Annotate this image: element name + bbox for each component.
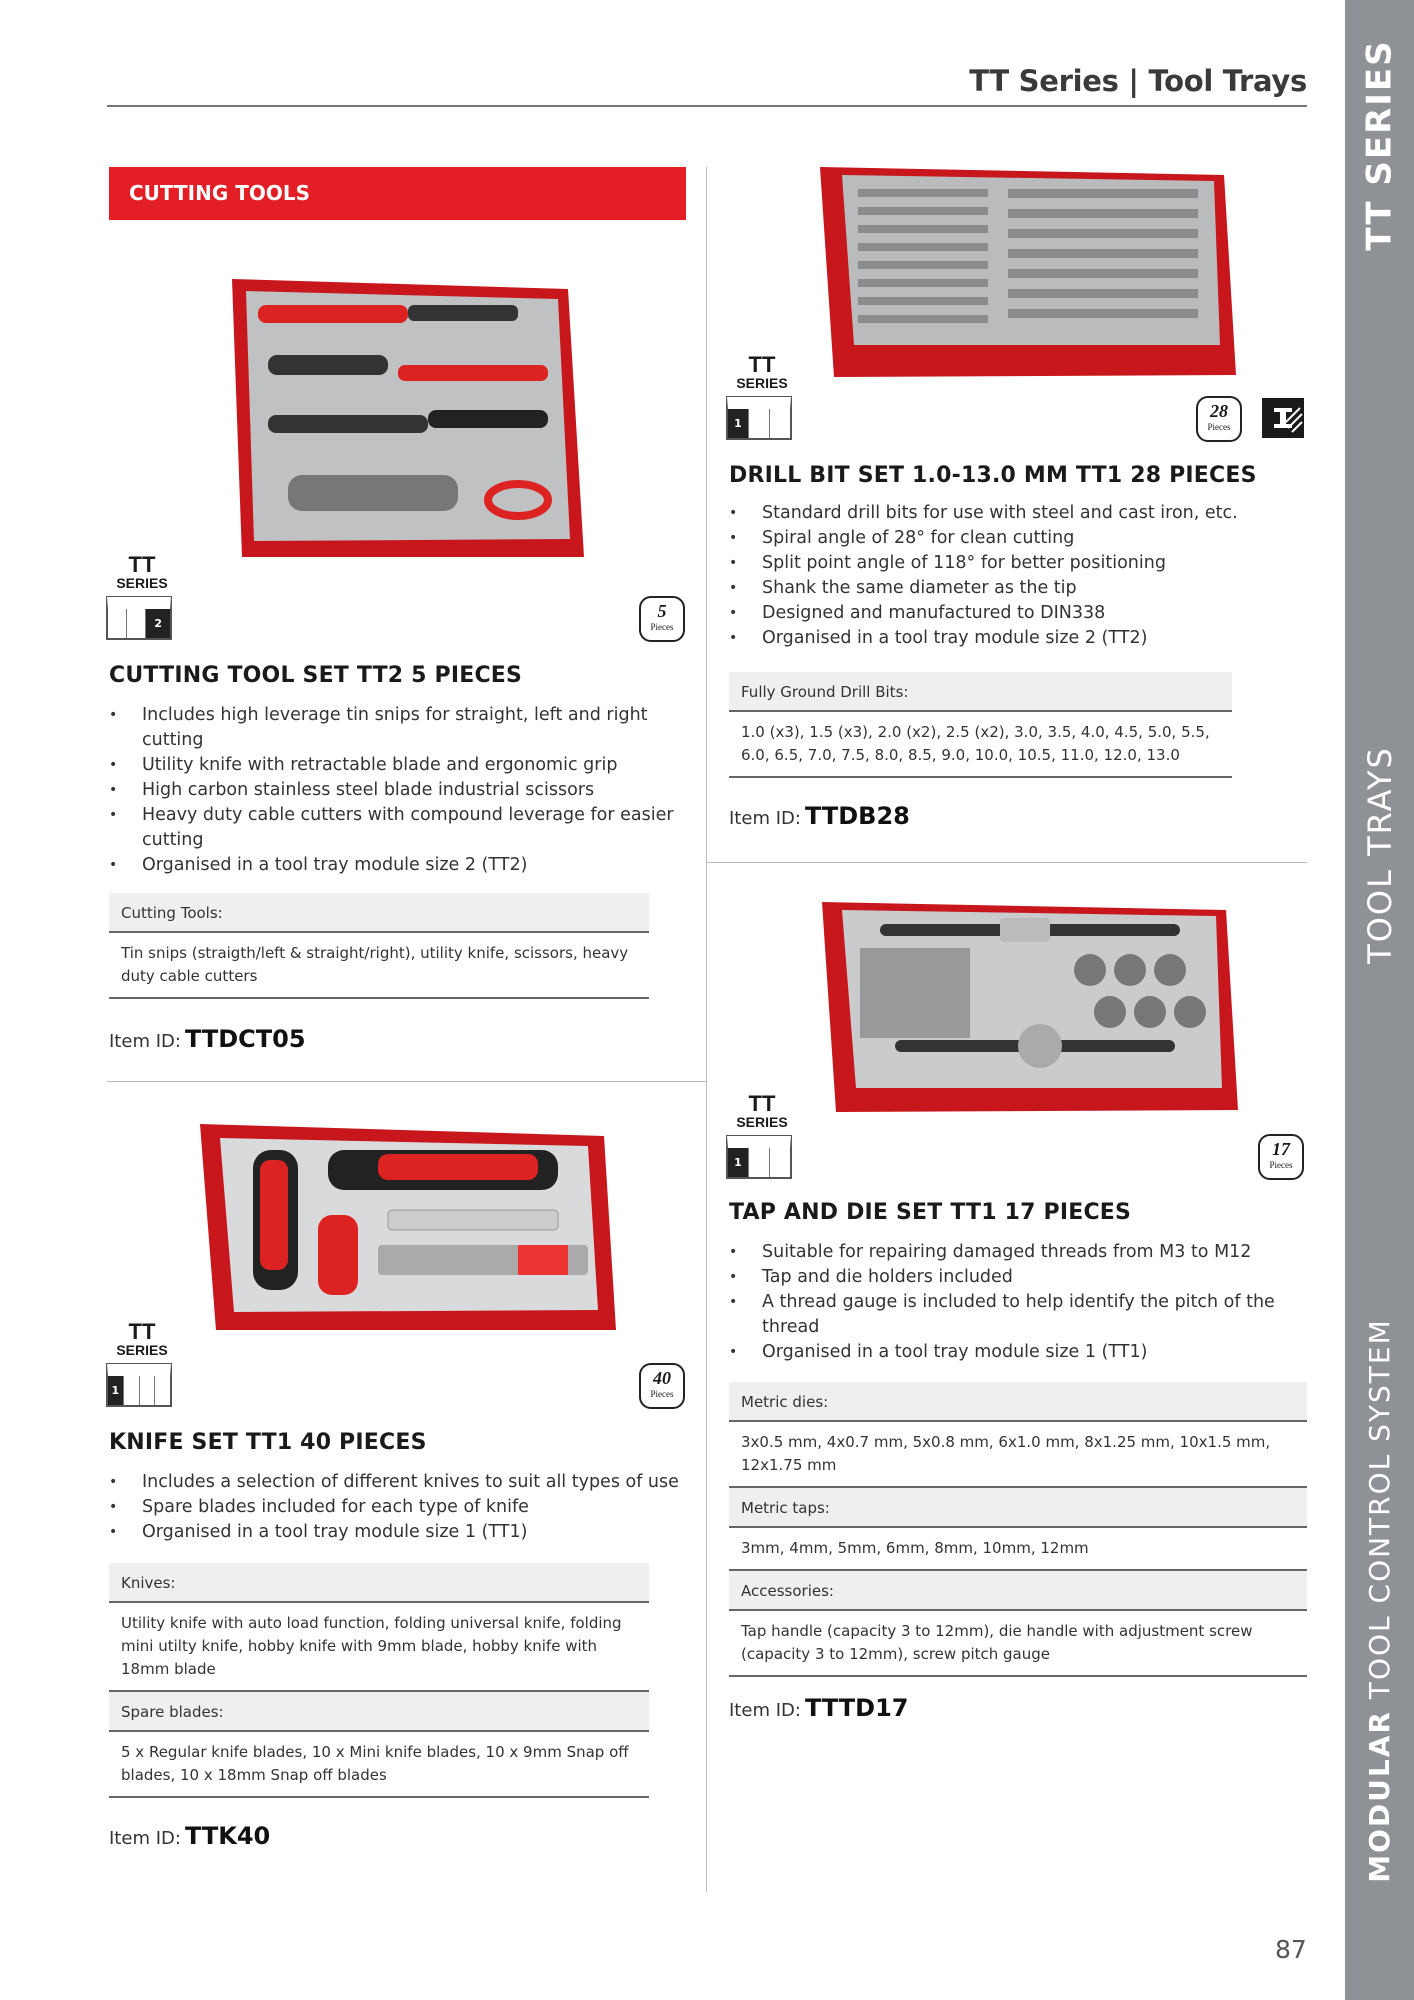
- feature-item: • Organised in a tool tray module size 2 (TT2): [729, 626, 1314, 651]
- page-number: 87: [1275, 1935, 1307, 1964]
- feature-list: [109, 703, 694, 878]
- module-size-indicator: 1: [107, 1364, 171, 1406]
- item-id: Item ID: TTDCT05: [109, 1025, 306, 1053]
- section-divider: [107, 1081, 707, 1082]
- item-id: Item ID: TTTD17: [729, 1694, 909, 1722]
- sidebar-section-label: TOOL TRAYS: [1360, 746, 1399, 964]
- feature-item: • Organised in a tool tray module size 2 (TT2): [109, 853, 694, 878]
- feature-item: • A thread gauge is included to help identify the pitch of the thread: [729, 1290, 1314, 1340]
- feature-item: • Split point angle of 118° for better positioning: [729, 551, 1314, 576]
- cutting-tool-tray-image: [228, 275, 588, 565]
- sidebar-series-label: TT SERIES: [1359, 39, 1400, 251]
- contents-table: [729, 1382, 1307, 1677]
- drill-bit-tray-image: [818, 165, 1238, 380]
- pieces-badge: 5 Pieces: [639, 596, 685, 642]
- feature-item: • Spiral angle of 28° for clean cutting: [729, 526, 1314, 551]
- feature-item: • Heavy duty cable cutters with compound leverage for easier cutting: [109, 803, 694, 853]
- pieces-badge: 40 Pieces: [639, 1363, 685, 1409]
- tap-die-tray-image: [820, 900, 1240, 1115]
- tt-series-logo: TT SERIES 1: [727, 355, 797, 439]
- feature-item: • Organised in a tool tray module size 1 (TT1): [729, 1340, 1314, 1365]
- product-title: CUTTING TOOL SET TT2 5 PIECES: [109, 663, 523, 688]
- tt-series-logo: TT SERIES 1: [107, 1322, 177, 1406]
- contents-table: [109, 893, 649, 999]
- steel-beam-icon: [1262, 398, 1304, 438]
- item-id: Item ID: TTK40: [109, 1822, 271, 1850]
- feature-item: • Spare blades included for each type of knife: [109, 1495, 694, 1520]
- module-size-indicator: 1: [727, 397, 791, 439]
- header-divider: [107, 105, 1307, 107]
- feature-item: • Utility knife with retractable blade and ergonomic grip: [109, 753, 694, 778]
- item-id: Item ID: TTDB28: [729, 802, 910, 830]
- feature-item: • Includes a selection of different knives to suit all types of use: [109, 1470, 694, 1495]
- table-header: Fully Ground Drill Bits:: [729, 672, 1232, 712]
- table-header: Accessories:: [729, 1571, 1307, 1611]
- table-header: Metric dies:: [729, 1382, 1307, 1422]
- feature-item: • Designed and manufactured to DIN338: [729, 601, 1314, 626]
- product-title: TAP AND DIE SET TT1 17 PIECES: [729, 1200, 1132, 1225]
- table-cell: 5 x Regular knife blades, 10 x Mini knife blades, 10 x 9mm Snap off blades, 10 x 18mm Snap off blades: [109, 1732, 649, 1798]
- feature-item: • Includes high leverage tin snips for straight, left and right cutting: [109, 703, 694, 753]
- table-cell: Tap handle (capacity 3 to 12mm), die handle with adjustment screw (capacity 3 to 12mm), screw pitch gauge: [729, 1611, 1307, 1677]
- module-size-indicator: 2: [107, 597, 171, 639]
- sidebar-system-label: MODULAR TOOL CONTROL SYSTEM: [1363, 1317, 1397, 1883]
- feature-list: [729, 1240, 1314, 1365]
- table-cell: 3x0.5 mm, 4x0.7 mm, 5x0.8 mm, 6x1.0 mm, 8x1.25 mm, 10x1.5 mm, 12x1.75 mm: [729, 1422, 1307, 1488]
- feature-list: [109, 1470, 694, 1545]
- page-title: TT Series | Tool Trays: [969, 64, 1307, 98]
- feature-item: • Suitable for repairing damaged threads from M3 to M12: [729, 1240, 1314, 1265]
- feature-item: • Organised in a tool tray module size 1 (TT1): [109, 1520, 694, 1545]
- section-divider: [707, 862, 1307, 863]
- feature-item: • High carbon stainless steel blade industrial scissors: [109, 778, 694, 803]
- column-divider: [706, 167, 707, 1892]
- feature-item: • Standard drill bits for use with steel and cast iron, etc.: [729, 501, 1314, 526]
- table-cell: Tin snips (straigth/left & straight/right), utility knife, scissors, heavy duty cable cutters: [109, 933, 649, 999]
- table-cell: 3mm, 4mm, 5mm, 6mm, 8mm, 10mm, 12mm: [729, 1528, 1307, 1571]
- feature-item: • Shank the same diameter as the tip: [729, 576, 1314, 601]
- table-cell: Utility knife with auto load function, folding universal knife, folding mini utilty knife, hobby knife with 9mm blade, hobby knife with 18mm blade: [109, 1603, 649, 1692]
- module-size-indicator: 1: [727, 1136, 791, 1178]
- feature-item: • Tap and die holders included: [729, 1265, 1314, 1290]
- pieces-badge: 28 Pieces: [1196, 396, 1242, 442]
- table-header: Metric taps:: [729, 1488, 1307, 1528]
- table-header: Cutting Tools:: [109, 893, 649, 933]
- category-banner: CUTTING TOOLS: [109, 167, 686, 220]
- product-title: KNIFE SET TT1 40 PIECES: [109, 1430, 427, 1455]
- tt-series-logo: TT SERIES 1: [727, 1094, 797, 1178]
- knife-set-tray-image: [198, 1120, 618, 1335]
- pieces-badge: 17 Pieces: [1258, 1134, 1304, 1180]
- contents-table: [729, 672, 1232, 778]
- table-cell: 1.0 (x3), 1.5 (x3), 2.0 (x2), 2.5 (x2), 3.0, 3.5, 4.0, 4.5, 5.0, 5.5, 6.0, 6.5, 7.0, 7.5, 8.0, 8.5, 9.0, 10.0, 10.5, 11.0, 12.0, 13.0: [729, 712, 1232, 778]
- feature-list: [729, 501, 1314, 651]
- contents-table: [109, 1563, 649, 1798]
- table-header: Spare blades:: [109, 1692, 649, 1732]
- product-title: DRILL BIT SET 1.0-13.0 MM TT1 28 PIECES: [729, 463, 1257, 488]
- tt-series-logo: TT SERIES 2: [107, 555, 177, 639]
- table-header: Knives:: [109, 1563, 649, 1603]
- sidebar: [1345, 0, 1414, 2000]
